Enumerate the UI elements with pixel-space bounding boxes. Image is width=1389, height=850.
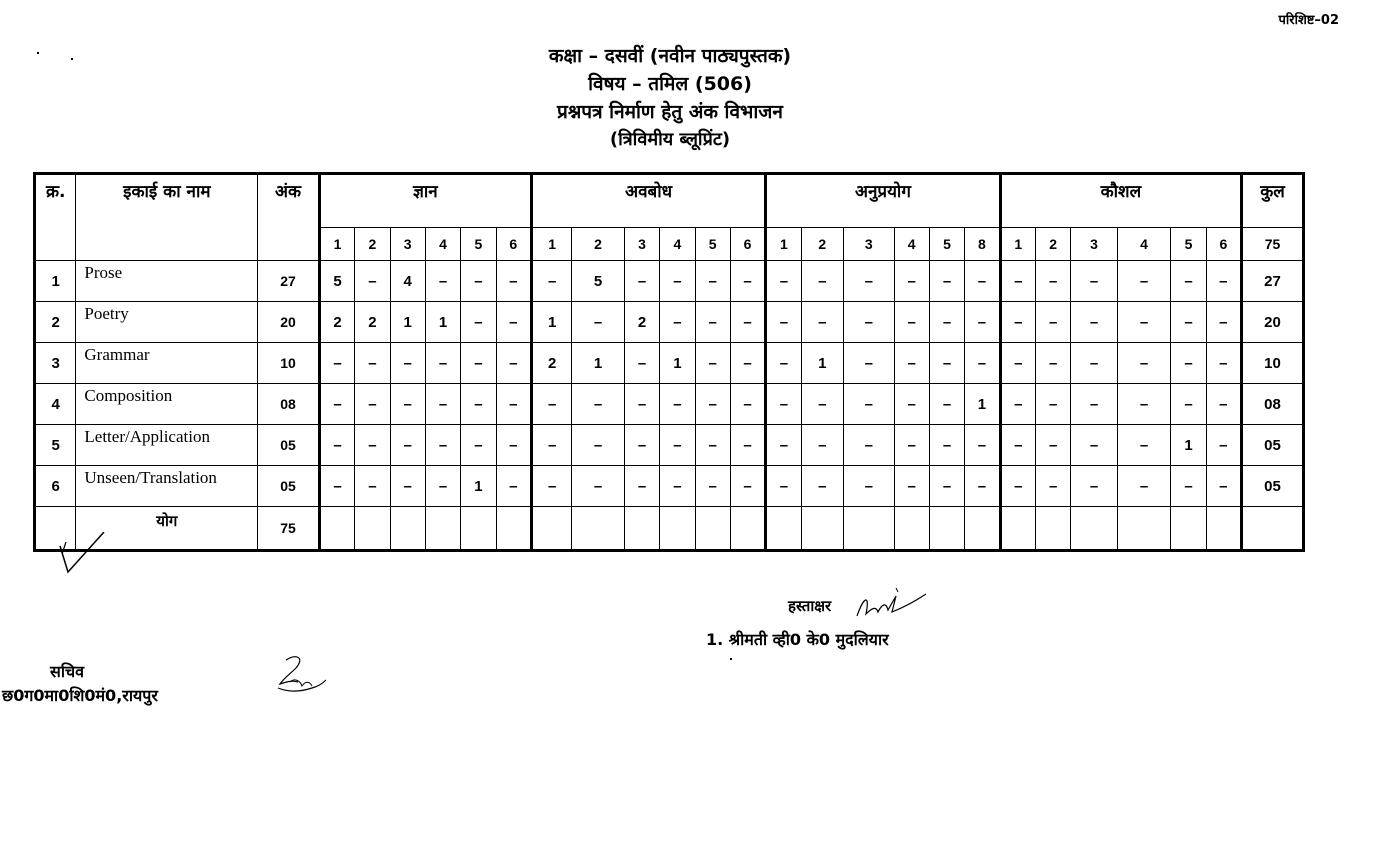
secretary-signature — [272, 652, 332, 697]
sum-empty-cell — [496, 507, 531, 551]
header-subcolumn: 5 — [929, 228, 964, 261]
sum-total-empty — [1242, 507, 1304, 551]
sum-empty-cell — [929, 507, 964, 551]
row-cell: – — [1171, 343, 1206, 384]
row-cell: – — [496, 384, 531, 425]
row-marks: 20 — [258, 302, 320, 343]
row-cell: – — [572, 466, 625, 507]
sum-empty-cell — [1117, 507, 1171, 551]
header-subcolumn: 2 — [1035, 228, 1070, 261]
header-subcolumn: 1 — [319, 228, 354, 261]
row-cell: 2 — [624, 302, 659, 343]
header-sn: क्र. — [35, 174, 76, 261]
row-cell: – — [1071, 466, 1117, 507]
row-cell: – — [531, 466, 571, 507]
header-group: कौशल — [1000, 174, 1241, 228]
row-cell: – — [766, 466, 801, 507]
row-cell: – — [965, 343, 1000, 384]
sum-label: योग — [76, 507, 258, 551]
row-cell: – — [844, 425, 895, 466]
row-total: 05 — [1242, 466, 1304, 507]
sum-empty-cell — [1071, 507, 1117, 551]
row-cell: 1 — [1171, 425, 1206, 466]
header-marks: अंक — [258, 174, 320, 261]
row-cell: – — [1171, 261, 1206, 302]
row-cell: – — [425, 261, 460, 302]
appendix-label: परिशिष्ट–02 — [1278, 13, 1339, 28]
row-cell: – — [624, 343, 659, 384]
row-cell: – — [894, 302, 929, 343]
row-cell: – — [1117, 261, 1171, 302]
sum-empty-cell — [844, 507, 895, 551]
header-subcolumn: 4 — [1117, 228, 1171, 261]
row-cell: – — [801, 425, 843, 466]
row-cell: – — [1071, 302, 1117, 343]
row-cell: – — [929, 343, 964, 384]
row-cell: – — [730, 425, 765, 466]
header-subcolumn: 8 — [965, 228, 1000, 261]
row-cell: – — [1000, 425, 1035, 466]
row-cell: – — [1035, 425, 1070, 466]
sum-empty-cell — [624, 507, 659, 551]
row-cell: – — [390, 425, 425, 466]
row-total: 05 — [1242, 425, 1304, 466]
row-cell: – — [929, 302, 964, 343]
row-cell: – — [844, 466, 895, 507]
sum-empty-cell — [425, 507, 460, 551]
row-cell: – — [319, 384, 354, 425]
row-cell: – — [1117, 384, 1171, 425]
row-total: 08 — [1242, 384, 1304, 425]
row-cell: – — [730, 343, 765, 384]
row-cell: – — [695, 302, 730, 343]
check-mark-icon — [58, 532, 108, 577]
row-cell: – — [1035, 384, 1070, 425]
row-cell: – — [1171, 466, 1206, 507]
row-cell: – — [660, 425, 695, 466]
speck — [730, 658, 732, 660]
header-subcolumn: 3 — [844, 228, 895, 261]
row-cell: – — [496, 302, 531, 343]
header-subcolumn: 4 — [894, 228, 929, 261]
row-cell: – — [695, 425, 730, 466]
row-cell: – — [531, 261, 571, 302]
table-row — [35, 425, 1304, 466]
row-sn: 4 — [35, 384, 76, 425]
row-cell: – — [425, 384, 460, 425]
row-unit-name: Letter/Application — [76, 425, 258, 466]
row-cell: 2 — [319, 302, 354, 343]
row-cell: – — [1171, 384, 1206, 425]
row-cell: – — [355, 384, 390, 425]
header-subcolumn: 2 — [801, 228, 843, 261]
header-subcolumn: 3 — [1071, 228, 1117, 261]
row-cell: – — [624, 425, 659, 466]
row-cell: – — [1035, 466, 1070, 507]
row-cell: – — [894, 384, 929, 425]
row-sn: 3 — [35, 343, 76, 384]
row-cell: – — [461, 425, 496, 466]
row-sn: 5 — [35, 425, 76, 466]
distribution-title: प्रश्नपत्र निर्माण हेतु अंक विभाजन — [557, 101, 783, 123]
row-cell: – — [1035, 343, 1070, 384]
row-cell: – — [1117, 302, 1171, 343]
row-cell: – — [355, 261, 390, 302]
row-sn: 2 — [35, 302, 76, 343]
row-cell: – — [390, 466, 425, 507]
row-total: 10 — [1242, 343, 1304, 384]
row-cell: – — [355, 466, 390, 507]
header-subcolumn: 5 — [695, 228, 730, 261]
row-cell: – — [660, 302, 695, 343]
header-subcolumn: 3 — [390, 228, 425, 261]
row-cell: – — [1000, 261, 1035, 302]
row-cell: – — [844, 343, 895, 384]
row-cell: 1 — [390, 302, 425, 343]
row-cell: – — [1000, 302, 1035, 343]
row-cell: – — [425, 425, 460, 466]
row-cell: – — [660, 261, 695, 302]
row-cell: – — [461, 302, 496, 343]
row-cell: – — [1206, 261, 1241, 302]
row-cell: 1 — [801, 343, 843, 384]
header-subcolumn: 6 — [496, 228, 531, 261]
row-cell: – — [1071, 261, 1117, 302]
row-cell: – — [1171, 302, 1206, 343]
row-unit-name: Prose — [76, 261, 258, 302]
row-cell: – — [496, 466, 531, 507]
header-subcolumn: 6 — [1206, 228, 1241, 261]
row-cell: – — [730, 466, 765, 507]
row-cell: – — [1071, 425, 1117, 466]
sum-empty-cell — [1035, 507, 1070, 551]
header-total: कुल — [1242, 174, 1304, 228]
row-cell: – — [965, 466, 1000, 507]
header-unit-name: इकाई का नाम — [76, 174, 258, 261]
row-cell: – — [319, 466, 354, 507]
header-subcolumn: 1 — [531, 228, 571, 261]
row-cell: – — [390, 384, 425, 425]
row-cell: 1 — [425, 302, 460, 343]
row-cell: – — [531, 384, 571, 425]
row-sn: 1 — [35, 261, 76, 302]
signature-label: हस्ताक्षर — [788, 597, 832, 615]
header-subcolumn: 6 — [730, 228, 765, 261]
header-group: अनुप्रयोग — [766, 174, 1000, 228]
row-cell: – — [766, 261, 801, 302]
row-cell: – — [1117, 343, 1171, 384]
row-cell: – — [965, 302, 1000, 343]
row-cell: – — [894, 261, 929, 302]
row-cell: 1 — [660, 343, 695, 384]
row-cell: 2 — [531, 343, 571, 384]
row-unit-name: Composition — [76, 384, 258, 425]
row-cell: – — [1206, 302, 1241, 343]
sum-empty-cell — [1206, 507, 1241, 551]
row-cell: 1 — [572, 343, 625, 384]
sum-value: 75 — [258, 507, 320, 551]
row-cell: – — [572, 384, 625, 425]
row-cell: – — [461, 384, 496, 425]
row-cell: – — [801, 466, 843, 507]
row-cell: 5 — [572, 261, 625, 302]
row-cell: – — [1117, 466, 1171, 507]
sum-row — [35, 507, 1304, 551]
header-subcolumn: 1 — [766, 228, 801, 261]
blueprint-title: (त्रिविमीय ब्लूप्रिंट) — [609, 129, 731, 150]
row-cell: – — [1035, 261, 1070, 302]
row-marks: 05 — [258, 466, 320, 507]
row-cell: – — [844, 261, 895, 302]
row-cell: – — [1071, 384, 1117, 425]
table-row — [35, 384, 1304, 425]
row-cell: – — [1117, 425, 1171, 466]
row-cell: – — [319, 343, 354, 384]
row-marks: 05 — [258, 425, 320, 466]
row-cell: – — [624, 261, 659, 302]
row-cell: – — [965, 425, 1000, 466]
blueprint-table — [33, 172, 1305, 552]
row-cell: – — [929, 425, 964, 466]
header-group: ज्ञान — [319, 174, 531, 228]
table-row — [35, 302, 1304, 343]
table-row — [35, 343, 1304, 384]
office-name: छ0ग0मा0शि0मं0,रायपुर — [2, 686, 158, 705]
row-cell: 1 — [531, 302, 571, 343]
signer-name: 1. श्रीमती व्ही0 के0 मुदलियार — [706, 630, 889, 649]
row-cell: – — [695, 261, 730, 302]
row-cell: – — [929, 384, 964, 425]
row-cell: – — [1206, 466, 1241, 507]
sum-empty-cell — [390, 507, 425, 551]
header-subcolumn: 4 — [660, 228, 695, 261]
secretary-title: सचिव — [50, 662, 85, 681]
row-total: 20 — [1242, 302, 1304, 343]
sum-empty-cell — [695, 507, 730, 551]
sum-empty-cell — [894, 507, 929, 551]
row-cell: – — [660, 466, 695, 507]
row-cell: – — [572, 302, 625, 343]
sum-empty-cell — [965, 507, 1000, 551]
row-cell: – — [894, 343, 929, 384]
table-row — [35, 261, 1304, 302]
row-unit-name: Grammar — [76, 343, 258, 384]
row-cell: – — [496, 261, 531, 302]
row-cell: – — [801, 302, 843, 343]
header-subcolumn: 2 — [572, 228, 625, 261]
sum-empty-cell — [801, 507, 843, 551]
row-cell: – — [425, 343, 460, 384]
row-cell: – — [730, 261, 765, 302]
speck — [37, 52, 39, 54]
row-cell: – — [531, 425, 571, 466]
row-cell: – — [496, 343, 531, 384]
row-cell: – — [572, 425, 625, 466]
row-cell: – — [624, 466, 659, 507]
row-cell: – — [766, 343, 801, 384]
row-cell: – — [355, 425, 390, 466]
header-subcolumn: 5 — [461, 228, 496, 261]
header-subcolumn: 5 — [1171, 228, 1206, 261]
row-cell: – — [1206, 384, 1241, 425]
speck — [71, 58, 73, 60]
row-cell: 2 — [355, 302, 390, 343]
row-sn: 6 — [35, 466, 76, 507]
row-marks: 27 — [258, 261, 320, 302]
row-cell: – — [894, 466, 929, 507]
row-cell: – — [1206, 343, 1241, 384]
row-cell: – — [461, 343, 496, 384]
row-cell: – — [1071, 343, 1117, 384]
row-cell: – — [844, 384, 895, 425]
class-title: कक्षा – दसवीं (नवीन पाठ्यपुस्तक) — [548, 45, 792, 67]
signature-scribble — [852, 586, 932, 626]
row-cell: – — [965, 261, 1000, 302]
row-cell: – — [461, 261, 496, 302]
row-cell: – — [1000, 384, 1035, 425]
row-cell: – — [695, 466, 730, 507]
row-cell: 4 — [390, 261, 425, 302]
sum-empty-cell — [766, 507, 801, 551]
row-cell: – — [425, 466, 460, 507]
sum-empty-cell — [572, 507, 625, 551]
row-cell: – — [1000, 343, 1035, 384]
row-cell: – — [695, 343, 730, 384]
row-cell: – — [766, 425, 801, 466]
header-subcolumn: 2 — [355, 228, 390, 261]
row-cell: – — [695, 384, 730, 425]
row-cell: – — [894, 425, 929, 466]
row-cell: – — [766, 302, 801, 343]
row-cell: – — [496, 425, 531, 466]
row-marks: 08 — [258, 384, 320, 425]
sum-empty-cell — [1000, 507, 1035, 551]
row-cell: 1 — [965, 384, 1000, 425]
row-cell: – — [730, 384, 765, 425]
row-cell: – — [355, 343, 390, 384]
header-total-value: 75 — [1242, 228, 1304, 261]
table-row — [35, 466, 1304, 507]
row-marks: 10 — [258, 343, 320, 384]
row-cell: – — [801, 261, 843, 302]
row-cell: – — [929, 466, 964, 507]
header-group: अवबोध — [531, 174, 765, 228]
row-cell: – — [766, 384, 801, 425]
document-header — [420, 42, 920, 154]
subject-title: विषय – तमिल (506) — [588, 73, 752, 95]
row-cell: – — [660, 384, 695, 425]
header-subcolumn: 3 — [624, 228, 659, 261]
row-cell: – — [730, 302, 765, 343]
sum-empty-cell — [531, 507, 571, 551]
row-cell: – — [801, 384, 843, 425]
row-cell: 1 — [461, 466, 496, 507]
sum-empty-cell — [319, 507, 354, 551]
row-cell: – — [929, 261, 964, 302]
sum-empty-cell — [1171, 507, 1206, 551]
sum-empty-cell — [730, 507, 765, 551]
row-cell: – — [1000, 466, 1035, 507]
header-subcolumn: 4 — [425, 228, 460, 261]
header-subcolumn: 1 — [1000, 228, 1035, 261]
row-cell: – — [1035, 302, 1070, 343]
sum-empty-cell — [355, 507, 390, 551]
row-unit-name: Unseen/Translation — [76, 466, 258, 507]
sum-empty-cell — [660, 507, 695, 551]
row-cell: – — [844, 302, 895, 343]
row-cell: – — [390, 343, 425, 384]
row-unit-name: Poetry — [76, 302, 258, 343]
row-cell: – — [624, 384, 659, 425]
row-cell: 5 — [319, 261, 354, 302]
row-total: 27 — [1242, 261, 1304, 302]
row-cell: – — [1206, 425, 1241, 466]
sum-empty-cell — [461, 507, 496, 551]
row-cell: – — [319, 425, 354, 466]
